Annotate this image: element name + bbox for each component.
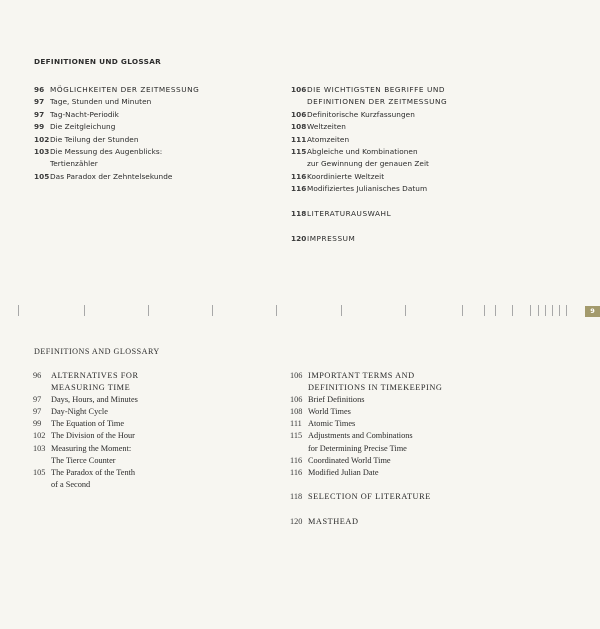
- toc-spacer: [290, 503, 540, 515]
- toc-entry-title: DIE WICHTIGSTEN BEGRIFFE UND DEFINITIONEN DER ZEITMESSUNG: [307, 85, 448, 107]
- toc-entry: [290, 516, 540, 528]
- toc-entry: [291, 183, 531, 195]
- toc-entry-title: MÖGLICHKEITEN DER ZEITMESSUNG: [50, 85, 200, 94]
- toc-page-number: 118: [290, 492, 303, 502]
- toc-entry: [34, 121, 244, 133]
- toc-page-number: 102: [34, 134, 50, 144]
- divider-tick: [495, 305, 496, 316]
- toc-spacer: [291, 221, 531, 234]
- toc-entry: [34, 171, 244, 183]
- toc-entry-title: The Division of the Hour: [51, 431, 135, 441]
- toc-entry: [33, 406, 253, 418]
- toc-page-number: 97: [34, 109, 45, 119]
- toc-entry-title: Atomic Times: [308, 419, 356, 429]
- toc-entry-title: Die Zeitgleichung: [50, 122, 116, 132]
- toc-entry: [291, 146, 531, 171]
- toc-entry: [33, 430, 253, 442]
- toc-page-number: 97: [34, 97, 45, 107]
- toc-page-number: 105: [33, 467, 46, 477]
- toc-entry: [291, 171, 531, 183]
- divider-tick: [545, 305, 546, 316]
- toc-page-number: 106: [291, 109, 307, 119]
- toc-page-number: 106: [290, 371, 303, 380]
- divider-tick: [18, 305, 19, 316]
- toc-page-number: 108: [291, 122, 307, 132]
- toc-page-number: 99: [34, 122, 45, 132]
- toc-page-number: 120: [291, 234, 307, 244]
- toc-entry: [290, 418, 540, 430]
- toc-entry: [290, 394, 540, 406]
- divider-tick: [484, 305, 485, 316]
- divider-tick: [276, 305, 277, 316]
- toc-page-number: 106: [291, 85, 307, 94]
- toc-page-number: 106: [290, 395, 303, 405]
- toc-entry-title: World Times: [308, 407, 351, 417]
- toc-entry: [34, 146, 244, 171]
- toc-entry: [291, 109, 531, 121]
- toc-entry-title: Definitorische Kurzfassungen: [307, 109, 415, 119]
- english-toc-right-column: [290, 370, 540, 528]
- toc-page-number: 115: [290, 431, 303, 441]
- toc-entry-title: Modifiziertes Julianisches Datum: [307, 184, 428, 194]
- toc-page-number: 102: [33, 431, 46, 441]
- toc-entry-title: The Paradox of the Tenth of a Second: [51, 467, 136, 489]
- toc-entry-title: MASTHEAD: [308, 516, 359, 526]
- toc-entry-title: Days, Hours, and Minutes: [51, 395, 138, 405]
- toc-entry-title: Modified Julian Date: [308, 467, 379, 477]
- toc-page-number: 116: [290, 467, 303, 477]
- toc-entry-title: Die Teilung der Stunden: [50, 134, 139, 144]
- toc-entry: [33, 418, 253, 430]
- toc-entry-title: Koordinierte Weltzeit: [307, 171, 385, 181]
- toc-page-number: 116: [291, 171, 307, 181]
- toc-entry: [290, 370, 540, 394]
- toc-entry-title: SELECTION OF LITERATURE: [308, 492, 431, 502]
- toc-entry: [34, 84, 244, 96]
- toc-entry: [291, 208, 531, 220]
- toc-entry-title: Brief Definitions: [308, 395, 365, 405]
- toc-entry: [291, 84, 531, 109]
- toc-page-number: 96: [34, 85, 45, 94]
- toc-entry-title: IMPRESSUM: [307, 234, 356, 244]
- toc-entry-title: The Equation of Time: [51, 419, 125, 429]
- german-toc-right-column: [291, 84, 531, 246]
- toc-spacer: [290, 479, 540, 491]
- toc-page-number: 96: [33, 371, 42, 380]
- divider-tick: [566, 305, 567, 316]
- toc-entry: [33, 370, 253, 394]
- toc-page-number: 111: [291, 134, 307, 144]
- divider-tick: [559, 305, 560, 316]
- toc-entry: [34, 134, 244, 146]
- divider-tick: [212, 305, 213, 316]
- toc-page-number: 103: [34, 147, 50, 157]
- toc-entry-title: Atomzeiten: [307, 134, 350, 144]
- toc-entry-title: IMPORTANT TERMS AND DEFINITIONS IN TIMEKEEPING: [308, 371, 443, 393]
- toc-entry: [291, 233, 531, 245]
- divider-tick: [341, 305, 342, 316]
- divider-tick: [462, 305, 463, 316]
- toc-page-number: 105: [34, 171, 50, 181]
- toc-entry: [291, 134, 531, 146]
- page-number-badge: 9: [585, 306, 600, 317]
- toc-entry-title: Adjustments and Combinations for Determining Precise Time: [308, 431, 413, 453]
- toc-spacer: [291, 196, 531, 209]
- toc-page-number: 115: [291, 147, 307, 157]
- toc-page-number: 97: [33, 407, 42, 417]
- toc-entry: [33, 443, 253, 467]
- divider-tick: [84, 305, 85, 316]
- divider-tick: [552, 305, 553, 316]
- toc-entry: [291, 121, 531, 133]
- toc-page-number: 108: [290, 407, 303, 417]
- english-toc-left-column: [33, 370, 253, 491]
- toc-entry: [290, 467, 540, 479]
- toc-entry-title: Weltzeiten: [307, 122, 346, 132]
- divider-tick: [538, 305, 539, 316]
- toc-entry-title: Das Paradox der Zehntelsekunde: [50, 171, 173, 181]
- toc-entry: [33, 467, 253, 491]
- german-section-heading: DEFINITIONEN UND GLOSSAR: [34, 57, 162, 66]
- toc-page-number: 116: [290, 455, 303, 465]
- divider-tick: [148, 305, 149, 316]
- toc-entry-title: Day-Night Cycle: [51, 407, 108, 417]
- toc-entry-title: Abgleiche und Kombinationen zur Gewinnung der genauen Zeit: [307, 147, 429, 169]
- toc-entry-title: Coordinated World Time: [308, 455, 391, 465]
- toc-page-number: 103: [33, 443, 46, 453]
- toc-entry-title: Tag-Nacht-Periodik: [50, 109, 119, 119]
- toc-page-number: 116: [291, 184, 307, 194]
- toc-entry: [290, 406, 540, 418]
- toc-page-number: 99: [33, 419, 42, 429]
- english-section-heading: DEFINITIONS AND GLOSSARY: [34, 347, 160, 356]
- toc-entry: [33, 394, 253, 406]
- toc-entry-title: Die Messung des Augenblicks: Tertienzähler: [50, 147, 163, 169]
- toc-entry-title: ALTERNATIVES FOR MEASURING TIME: [51, 371, 139, 393]
- toc-entry-title: Measuring the Moment: The Tierce Counter: [51, 443, 132, 465]
- toc-entry: [290, 491, 540, 503]
- toc-entry: [290, 430, 540, 454]
- toc-entry-title: LITERATURAUSWAHL: [307, 209, 392, 219]
- toc-page-number: 118: [291, 209, 307, 219]
- divider-tick: [405, 305, 406, 316]
- toc-entry: [34, 109, 244, 121]
- divider-tick: [512, 305, 513, 316]
- toc-page-number: 120: [290, 516, 303, 526]
- toc-page-number: 97: [33, 395, 42, 405]
- section-divider: [0, 300, 600, 316]
- toc-entry-title: Tage, Stunden und Minuten: [50, 97, 152, 107]
- toc-page-number: 111: [290, 419, 302, 429]
- divider-tick: [530, 305, 531, 316]
- toc-entry: [290, 455, 540, 467]
- german-toc-left-column: [34, 84, 244, 183]
- toc-entry: [34, 96, 244, 108]
